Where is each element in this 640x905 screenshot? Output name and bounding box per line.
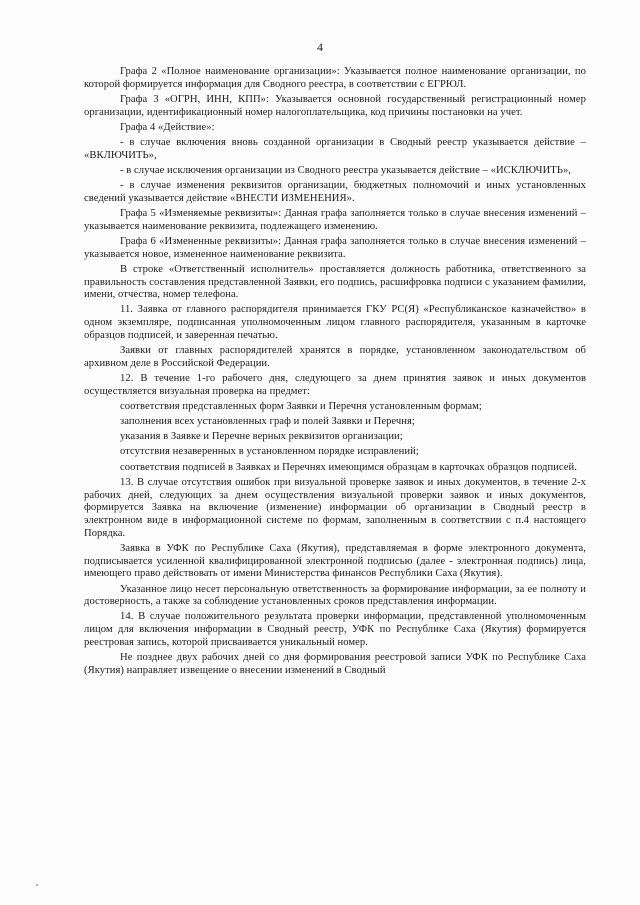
paragraph-storage: Заявки от главных распорядителей хранятся в порядке, установленном законодательством об архивном деле в Российской Федерации. xyxy=(84,345,586,369)
paragraph-item-13: 13. В случае отсутствия ошибок при визуальной проверке заявок и иных документов, в течение 2-х рабочих дней, следующих за днем осуществления визуальной проверки заявок и иных документов, формируется Заявка на включение (изменение) информации об организации в Сводный реестр в электронном виде в информационной системе по формам, заполненным в соответствии с п.4 настоящего Порядка. xyxy=(84,476,586,539)
paragraph-electronic-signature: Заявка в УФК по Республике Саха (Якутия), представляемая в форме электронного документа, подписывается усиленной квалифицированной электронной подписью (далее - электронная подпись) лица, имеющего право действовать от имени Министерства финансов Республики Саха (Якутия). xyxy=(84,542,586,580)
page-number: 4 xyxy=(317,40,323,54)
paragraph-responsibility: Указанное лицо несет персональную ответственность за формирование информации, за ее полноту и достоверность, а также за соблюдение установленных сроков представления информации. xyxy=(84,583,586,608)
paragraph-grafa-2: Графа 2 «Полное наименование организации»: Указывается полное наименование организации, по которой формируется информация для Сводного реестра, в соответствии с ЕГРЮЛ. xyxy=(84,66,586,90)
paragraph-action-exclude: - в случае исключения организации из Сводного реестра указывается действие – «ИСКЛЮЧИТЬ», xyxy=(120,164,571,176)
paragraph-action-include: - в случае включения вновь созданной организации в Сводный реестр указывается действие – «ВКЛЮЧИТЬ», xyxy=(84,137,586,161)
paragraph-check-signatures: соответствия подписей в Заявках и Перечнях имеющимся образцам в карточках образцов подписей. xyxy=(120,461,577,473)
paragraph-item-14: 14. В случае положительного результата проверки информации, представленной уполномоченным лицом для включения информации в Сводный реестр, УФК по Республике Саха (Якутия) формируется реестровая запись, которой присваивается уникальный номер. xyxy=(84,611,586,648)
paragraph-responsible-executor: В строке «Ответственный исполнитель» проставляется должность работника, ответственного за правильность составления представленной Заявки, его подпись, расшифровка подписи с указанием фамилии, имени, отчества, номер телефона. xyxy=(84,263,586,301)
paragraph-check-forms: соответствия представленных форм Заявки и Перечня установленным формам; xyxy=(120,400,482,412)
paragraph-check-fields: заполнения всех установленных граф и полей Заявки и Перечня; xyxy=(120,416,415,428)
paragraph-action-change: - в случае изменения реквизитов организации, бюджетных полномочий и иных установленных сведений указывается действие «ВНЕСТИ ИЗМЕНЕНИЯ». xyxy=(84,180,586,204)
paragraph-check-corrections: отсутствия незаверенных в установленном порядке исправлений; xyxy=(120,446,419,458)
scan-dot-mark xyxy=(36,884,38,886)
document-body xyxy=(84,66,586,680)
paragraph-grafa-6: Графа 6 «Измененные реквизиты»: Данная графа заполняется только в случае внесения изменений – указывается новое, измененное наименование реквизита. xyxy=(84,235,586,260)
paragraph-notification: Не позднее двух рабочих дней со дня формирования реестровой записи УФК по Республике Саха (Якутия) направляет извещение о внесении изменений в Сводный xyxy=(84,652,586,676)
paragraph-grafa-3: Графа 3 «ОГРН, ИНН, КПП»: Указывается основной государственный регистрационный номер организации, идентификационный номер налогоплательщика, код причины постановки на учет. xyxy=(84,93,586,118)
paragraph-grafa-5: Графа 5 «Изменяемые реквизиты»: Данная графа заполняется только в случае внесения изменений – указывается наименование реквизита, подлежащего изменению. xyxy=(84,208,586,232)
paragraph-check-requisites: указания в Заявке и Перечне верных реквизитов организации; xyxy=(120,431,403,443)
paragraph-item-11: 11. Заявка от главного распорядителя принимается ГКУ РС(Я) «Республиканское казначейство» в одном экземпляре, подписанная уполномоченным лицом главного распорядителя, указанным в карточке образцов подписей, и заверенная печатью. xyxy=(84,304,586,341)
paragraph-grafa-4-heading: Графа 4 «Действие»: xyxy=(120,121,215,133)
paragraph-item-12: 12. В течение 1-го рабочего дня, следующего за днем принятия заявок и иных документов осуществляется визуальная проверка на предмет: xyxy=(84,372,586,397)
